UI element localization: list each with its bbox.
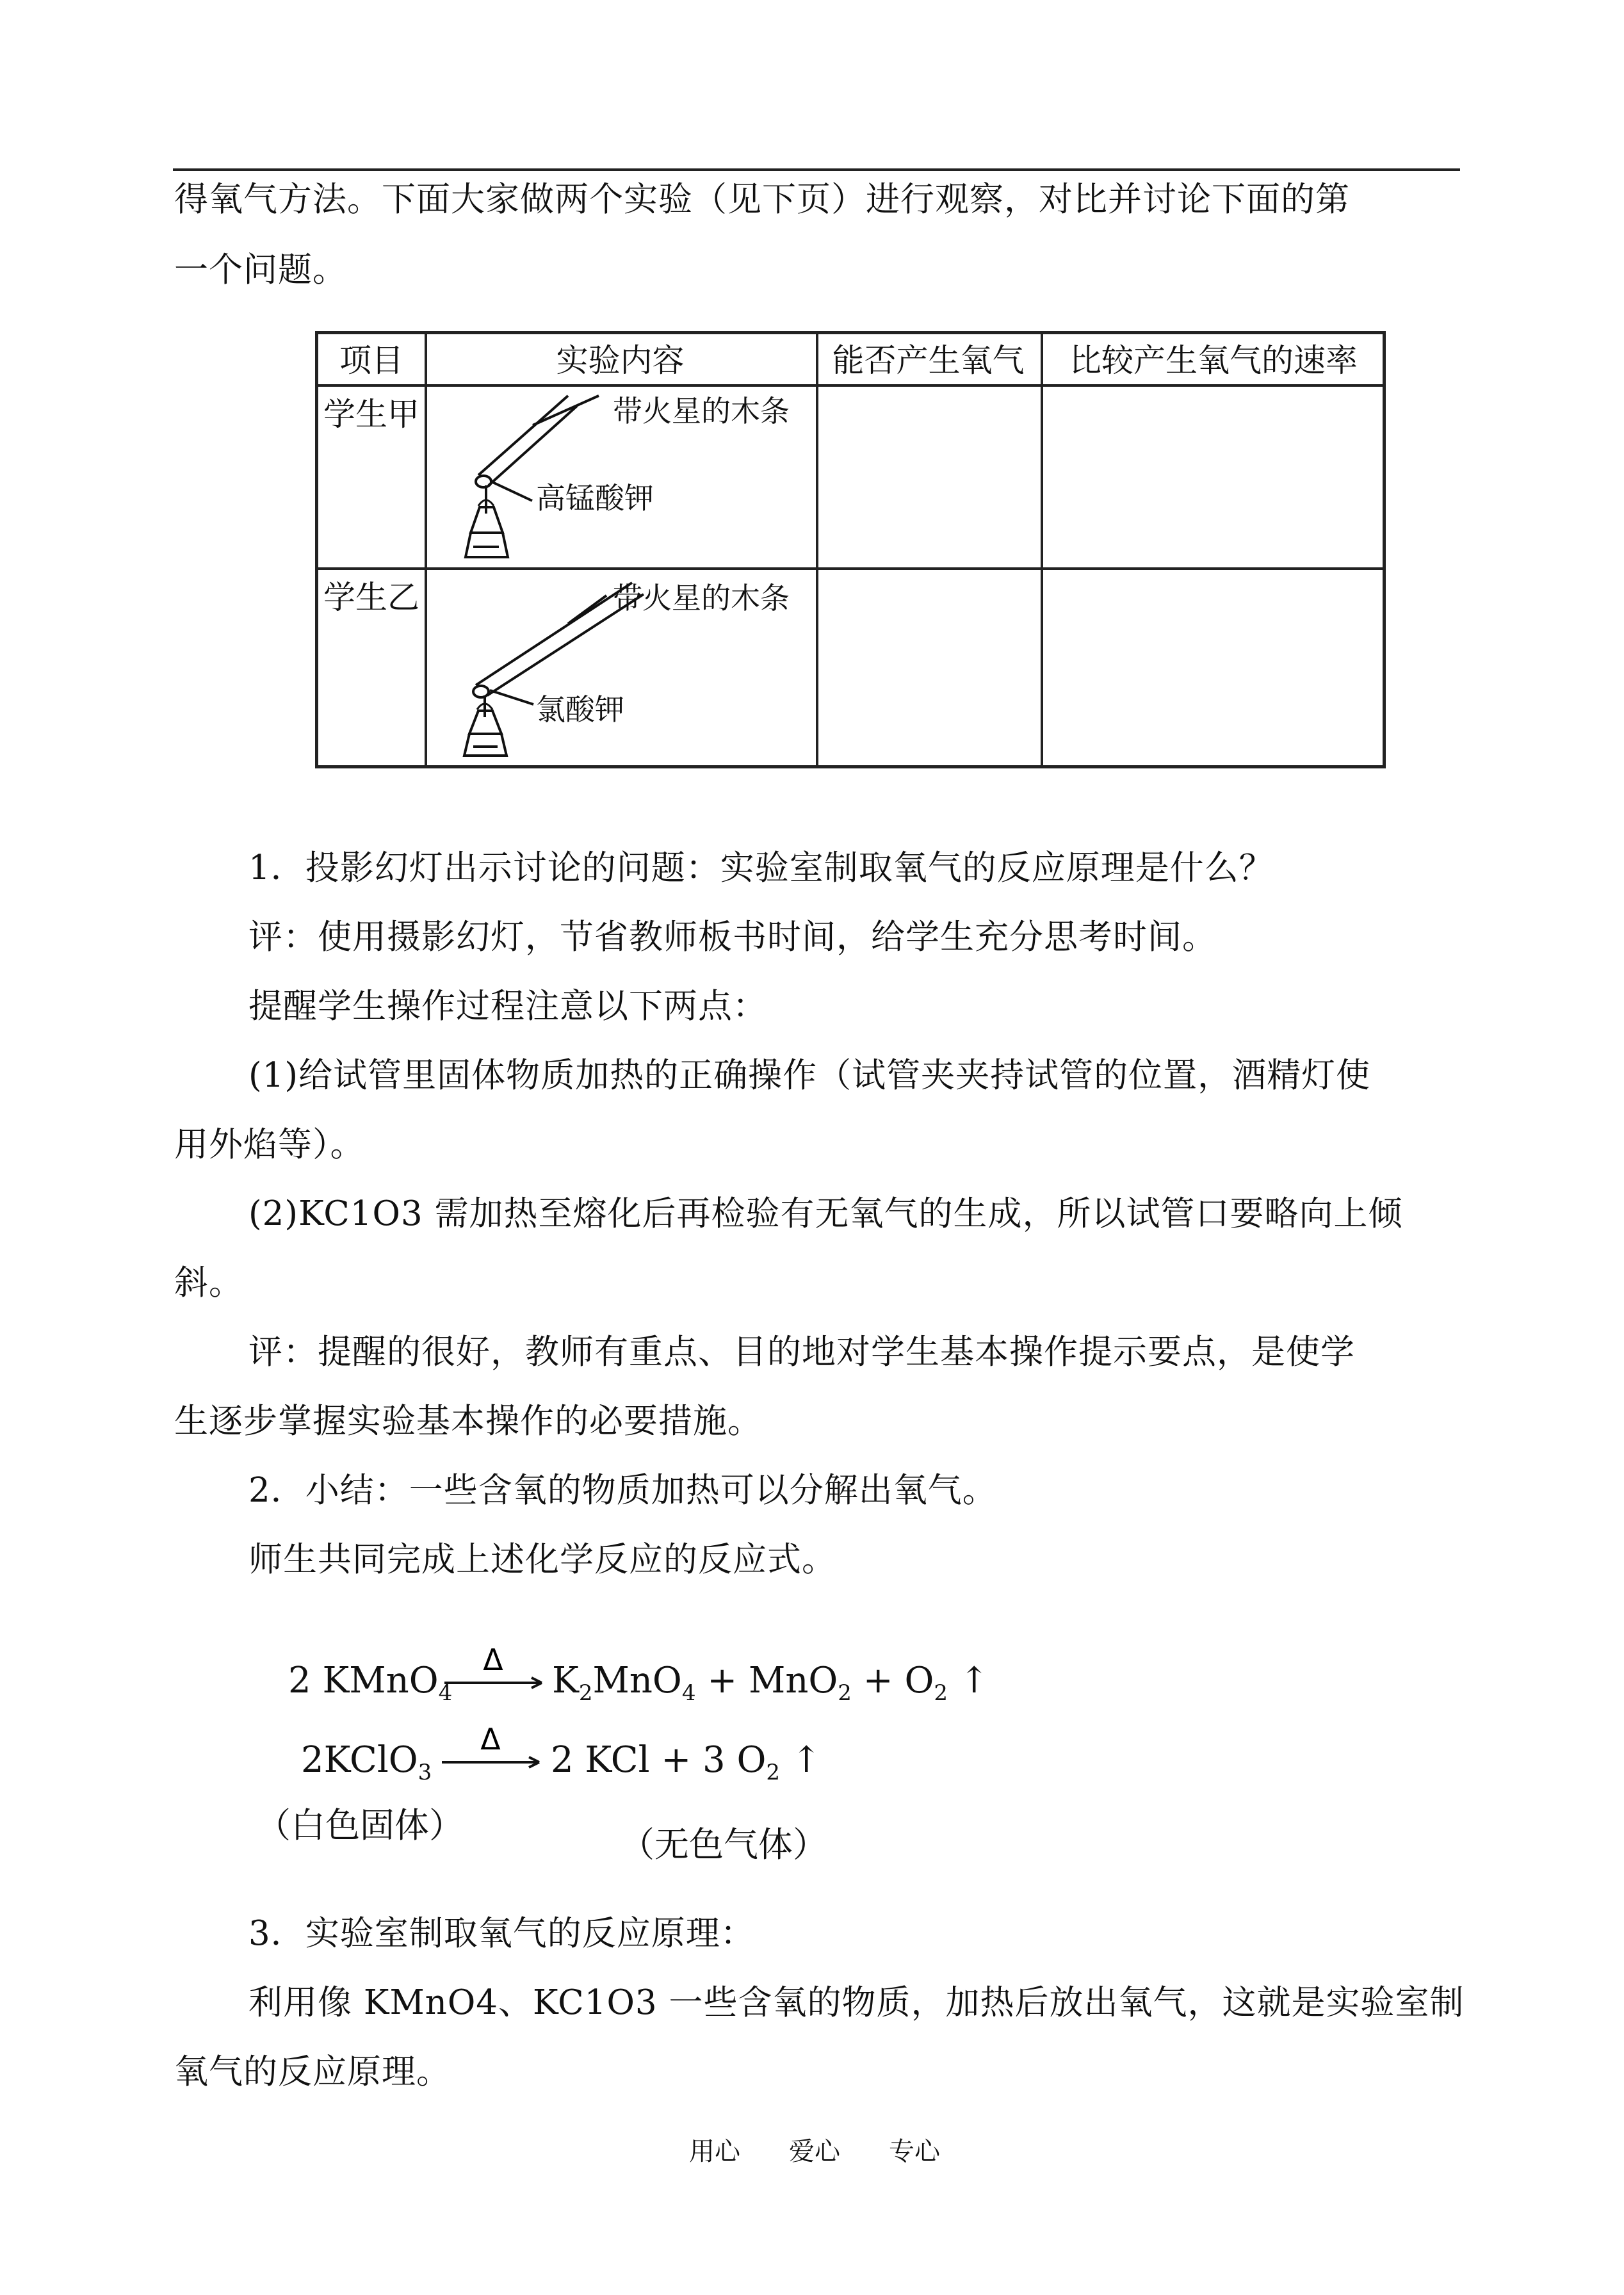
paragraph-line: 利用像 KMnO4、KC1O3 一些含氧的物质，加热后放出氧气，这就是实验室制 <box>248 1983 1465 2022</box>
table-header: 项目 <box>339 342 403 379</box>
equation-1: 2 KMnO$_4$ <box>288 1660 453 1706</box>
paragraph-line: (2)KC1O3 需加热至熔化后再检验有无氧气的生成，所以试管口要略向上倾 <box>248 1194 1403 1233</box>
paragraph-line: 氧气的反应原理。 <box>174 2052 451 2091</box>
table-header: 能否产生氧气 <box>832 342 1025 379</box>
footer-text: 专心 <box>889 2137 940 2166</box>
row-label: 学生乙 <box>323 579 419 616</box>
paragraph-line: 2．小结：一些含氧的物质加热可以分解出氧气。 <box>248 1471 997 1510</box>
equation-1-products: $K_2MnO_4 + MnO_2 + O_2$ ↑ <box>552 1660 989 1706</box>
paragraph-line: 用外焰等）。 <box>174 1125 365 1164</box>
paragraph-line: 斜。 <box>174 1263 243 1302</box>
reaction-arrow <box>439 1725 548 1776</box>
equation-2: 2KClO$_3$ <box>301 1739 432 1785</box>
paragraph-line: 提醒学生操作过程注意以下两点： <box>248 987 767 1026</box>
paragraph-line: 一个问题。 <box>174 250 347 289</box>
paragraph-line: 评：提醒的很好，教师有重点、目的地对学生基本操作提示要点，是使学 <box>248 1333 1355 1372</box>
svg-text:Δ: Δ <box>480 1725 501 1756</box>
table-header: 实验内容 <box>556 342 685 379</box>
table-header: 比较产生氧气的速率 <box>1069 342 1358 379</box>
footer-text: 爱心 <box>789 2137 840 2166</box>
strip-label: 带火星的木条 <box>613 581 790 615</box>
paragraph-line: 师生共同完成上述化学反应的反应式。 <box>248 1540 836 1579</box>
header-rule <box>173 168 1460 171</box>
paragraph-line: 评：使用摄影幻灯，节省教师板书时间，给学生充分思考时间。 <box>248 918 1217 957</box>
reagent-label: 高锰酸钾 <box>536 481 654 515</box>
svg-text:Δ: Δ <box>483 1646 503 1677</box>
paragraph-line: 得氧气方法。下面大家做两个实验（见下页）进行观察，对比并讨论下面的第 <box>174 180 1350 219</box>
reagent-label: 氯酸钾 <box>536 692 624 727</box>
paragraph-line: 1．投影幻灯出示讨论的问题：实验室制取氧气的反应原理是什么？ <box>248 848 1274 888</box>
paragraph-line: (1)给试管里固体物质加热的正确操作（试管夹夹持试管的位置，酒精灯使 <box>248 1056 1371 1095</box>
paragraph-line: 3．实验室制取氧气的反应原理： <box>248 1914 755 1953</box>
equation-2-products: 2 KCl + 3 $O_2$ ↑ <box>551 1739 822 1785</box>
footer-text: 用心 <box>689 2137 740 2166</box>
paragraph-line: 生逐步掌握实验基本操作的必要措施。 <box>174 1402 762 1441</box>
equation-note-left: （白色固体） <box>256 1805 464 1845</box>
reaction-arrow <box>442 1646 551 1697</box>
experiment-table <box>315 331 1386 768</box>
strip-label: 带火星的木条 <box>613 394 790 428</box>
row-label: 学生甲 <box>323 396 419 433</box>
equation-note-right: （无色气体） <box>620 1824 827 1865</box>
